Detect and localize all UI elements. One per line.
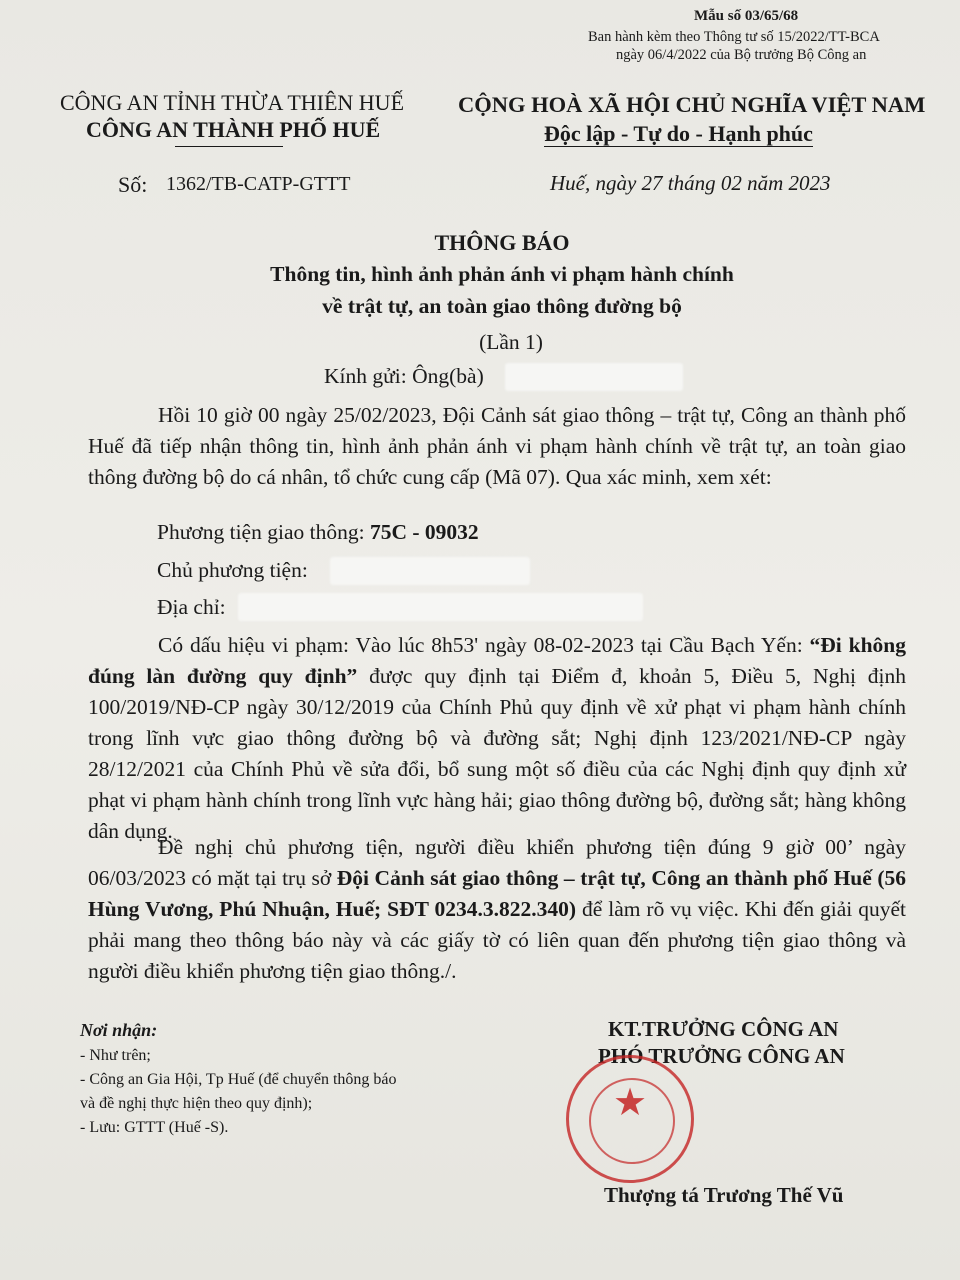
- recipient-label: Kính gửi: Ông(bà): [324, 364, 484, 388]
- signature-line-2: PHÓ TRƯỞNG CÔNG AN: [598, 1044, 845, 1068]
- recipients-line-4: - Lưu: GTTT (Huế -S).: [80, 1119, 229, 1136]
- redacted-recipient: [505, 363, 683, 391]
- recipients-line-3: và đề nghị thực hiện theo quy định);: [80, 1095, 313, 1112]
- form-issued-line2: ngày 06/4/2022 của Bộ trưởng Bộ Công an: [616, 47, 867, 63]
- intro-paragraph: [88, 400, 906, 493]
- document-date: Huế, ngày 27 tháng 02 năm 2023: [550, 171, 831, 195]
- form-issued-line1: Ban hành kèm theo Thông tư số 15/2022/TT-BCA: [588, 29, 880, 45]
- vehicle-label: Phương tiện giao thông:: [157, 520, 365, 544]
- signer-name: Thượng tá Trương Thế Vũ: [604, 1183, 844, 1207]
- violation-act: “Đi không đúng làn đường quy định”: [88, 633, 907, 688]
- request-paragraph: [88, 832, 906, 987]
- document-title: THÔNG BÁO: [434, 230, 570, 255]
- agency-underline: [175, 146, 283, 147]
- violation-lead: Có dấu hiệu vi phạm: Vào lúc 8h53' ngày 08-02-2023 tại Cầu Bạch Yến:: [158, 633, 810, 657]
- agency-parent: CÔNG AN TỈNH THỪA THIÊN HUẾ: [60, 90, 405, 115]
- document-subtitle-1: Thông tin, hình ảnh phản ánh vi phạm hành chính: [270, 262, 734, 286]
- intro-text: Hồi 10 giờ 00 ngày 25/02/2023, Đội Cảnh sát giao thông – trật tự, Công an thành phố Huế đã tiếp nhận thông tin, hình ảnh phản ánh vi phạm hành chính về trật tự, an toàn giao thông đường bộ do cá nhân, tổ chức cung cấp (Mã 07). Qua xác minh, xem xét:: [88, 403, 906, 489]
- vehicle-row: [157, 520, 479, 545]
- vehicle-plate: 75C - 09032: [369, 520, 479, 544]
- violation-paragraph: [88, 630, 906, 847]
- nation-name: CỘNG HOÀ XÃ HỘI CHỦ NGHĨA VIỆT NAM: [458, 92, 926, 117]
- address-label: Địa chỉ:: [157, 595, 226, 619]
- document-subtitle-2: về trật tự, an toàn giao thông đường bộ: [322, 294, 682, 318]
- police-seal-icon: [566, 1055, 694, 1183]
- signature-line-1: KT.TRƯỞNG CÔNG AN: [608, 1017, 839, 1041]
- redacted-address: [238, 593, 643, 621]
- form-code: Mẫu số 03/65/68: [694, 8, 799, 24]
- attempt-number: (Lần 1): [479, 330, 543, 354]
- request-lead: Đề nghị chủ phương tiện, người điều khiển phương tiện đúng 9 giờ 00’ ngày 06/03/2023 có mặt tại trụ sở: [88, 835, 906, 890]
- redacted-owner: [330, 557, 530, 585]
- agency-name: CÔNG AN THÀNH PHỐ HUẾ: [86, 117, 381, 142]
- owner-label: Chủ phương tiện:: [157, 558, 308, 582]
- recipients-line-1: - Như trên;: [80, 1047, 151, 1064]
- document-number-label: Số:: [118, 172, 148, 197]
- request-rest: để làm rõ vụ việc. Khi đến giải quyết phải mang theo thông báo này và các giấy tờ có liên quan đến phương tiện giao thông và người điều khiển phương tiện giao thông./.: [88, 897, 906, 983]
- nation-motto-text: Độc lập - Tự do - Hạnh phúc: [544, 121, 813, 146]
- seal-star-icon: ★: [612, 1082, 648, 1124]
- recipients-label: Nơi nhận:: [80, 1020, 158, 1040]
- document-number: 1362/TB-CATP-GTTT: [166, 173, 351, 195]
- nation-motto: [544, 121, 813, 147]
- request-place: Đội Cảnh sát giao thông – trật tự, Công an thành phố Huế (56 Hùng Vương, Phú Nhuận, Huế; SĐT 0234.3.822.340): [88, 866, 906, 921]
- violation-rest: được quy định tại Điểm đ, khoản 5, Điều 5, Nghị định 100/2019/NĐ-CP ngày 30/12/2019 của Chính Phủ quy định về xử phạt vi phạm hành chính trong lĩnh vực giao thông đường bộ và đường sắt; Nghị định 123/2021/NĐ-CP ngày 28/12/2021 của Chính Phủ về sửa đổi, bổ sung một số điều của các Nghị định quy định xử phạt vi phạm hành chính trong lĩnh vực hàng hải; giao thông đường bộ, đường sắt; hàng không dân dụng.: [88, 664, 906, 843]
- recipients-line-2: - Công an Gia Hội, Tp Huế (để chuyển thông báo: [80, 1071, 397, 1088]
